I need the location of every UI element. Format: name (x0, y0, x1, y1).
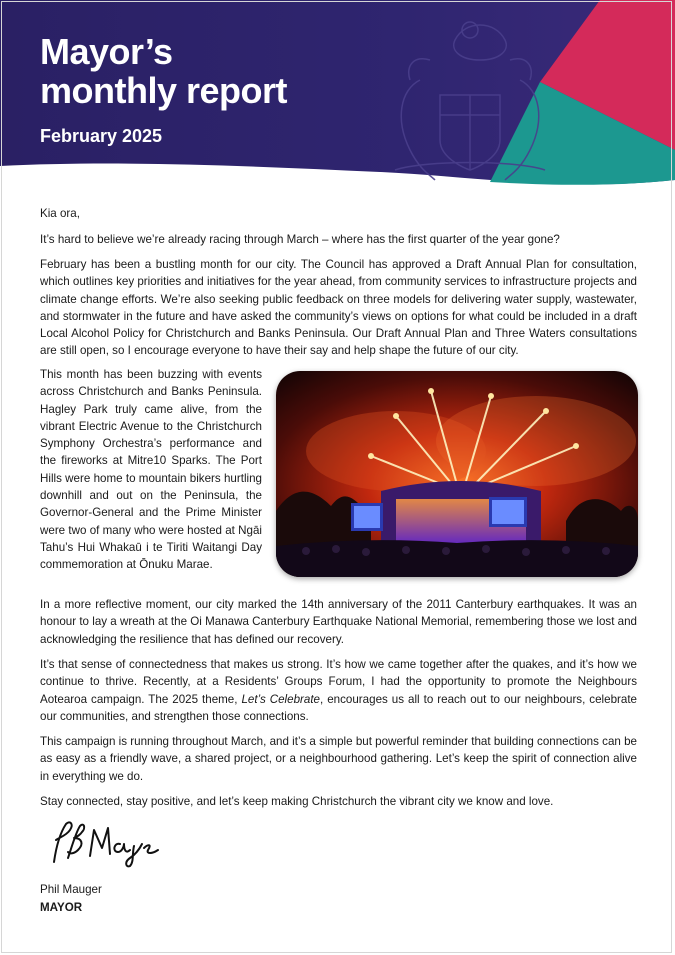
connectedness-text-before: It’s that sense of connectedness that makes us strong. It’s how we came together after the quakes, and it’s how we continue to thrive. Recently, at a Residents’ Groups Forum, I had the opportunity to promote the Neighbours Aotearoa campaign. The 2025 theme, (40, 658, 637, 706)
closing-line: Stay connected, stay positive, and let’s keep making Christchurch the vibrant city we know and love. (40, 795, 554, 808)
title-line-2: monthly report (40, 70, 288, 111)
intro-paragraph: It’s hard to believe we’re already racing through March – where has the first quarter of the year gone? (40, 233, 560, 246)
report-month: February 2025 (40, 126, 163, 146)
fireworks-concert-photo (276, 371, 638, 577)
events-paragraph: This month has been buzzing with events across Christchurch and Banks Peninsula. Hagley Park truly came alive, from the vibrant Electric Avenue to the Christchurch Symphony Orchestra’s performance and the fireworks at Mitre10 Sparks. The Port Hills were home to mountain bikers hurtling downhill and out on the Peninsula, the Governor-General and the Prime Minister were two of many who were hosted at Ngāi Tahu’s Hui Whakaū i te Tiriti Waitangi Day commemoration at Ōnuku Marae. (40, 368, 262, 572)
title-line-1: Mayor’s (40, 31, 173, 72)
campaign-paragraph: This campaign is running throughout March, and it’s a simple but powerful reminder that building connections can be as easy as a friendly wave, a shared project, or a neighbourhood gathering. Let’s keep the spirit of connection alive in everything we do. (40, 735, 637, 783)
connectedness-text-after: , encourages us all to reach out to our neighbours, celebrate our communities, and strengthen those connections. (40, 692, 637, 723)
campaign-theme: Let’s Celebrate (241, 692, 321, 706)
report-header-banner (0, 0, 675, 195)
connectedness-paragraph (40, 656, 637, 725)
anniversary-paragraph: In a more reflective moment, our city marked the 14th anniversary of the 2011 Canterbury earthquakes. It was an honour to lay a wreath at the Oi Manawa Canterbury Earthquake National Memorial, remembering those we lost and acknowledging the resilience that has defined our recovery. (40, 598, 637, 646)
consultation-paragraph: February has been a bustling month for our city. The Council has approved a Draft Annual Plan for consultation, which outlines key priorities and initiatives for the year ahead, from community services to infrastructure projects and climate change efforts. We’re also seeking public feedback on three models for delivering water supply, wastewater, and stormwater in the future and have asked the community’s views on options for what could be included in a draft Local Alcohol Policy for Christchurch and Banks Peninsula. Our Draft Annual Plan and Three Waters consultations are still open, so I encourage everyone to have their say and help shape the future of our city. (40, 258, 637, 358)
signatory-name: Phil Mauger (40, 883, 102, 896)
handwritten-signature (44, 818, 164, 868)
greeting: Kia ora, (40, 207, 80, 220)
report-title (40, 32, 360, 110)
signatory-role: MAYOR (40, 901, 83, 914)
